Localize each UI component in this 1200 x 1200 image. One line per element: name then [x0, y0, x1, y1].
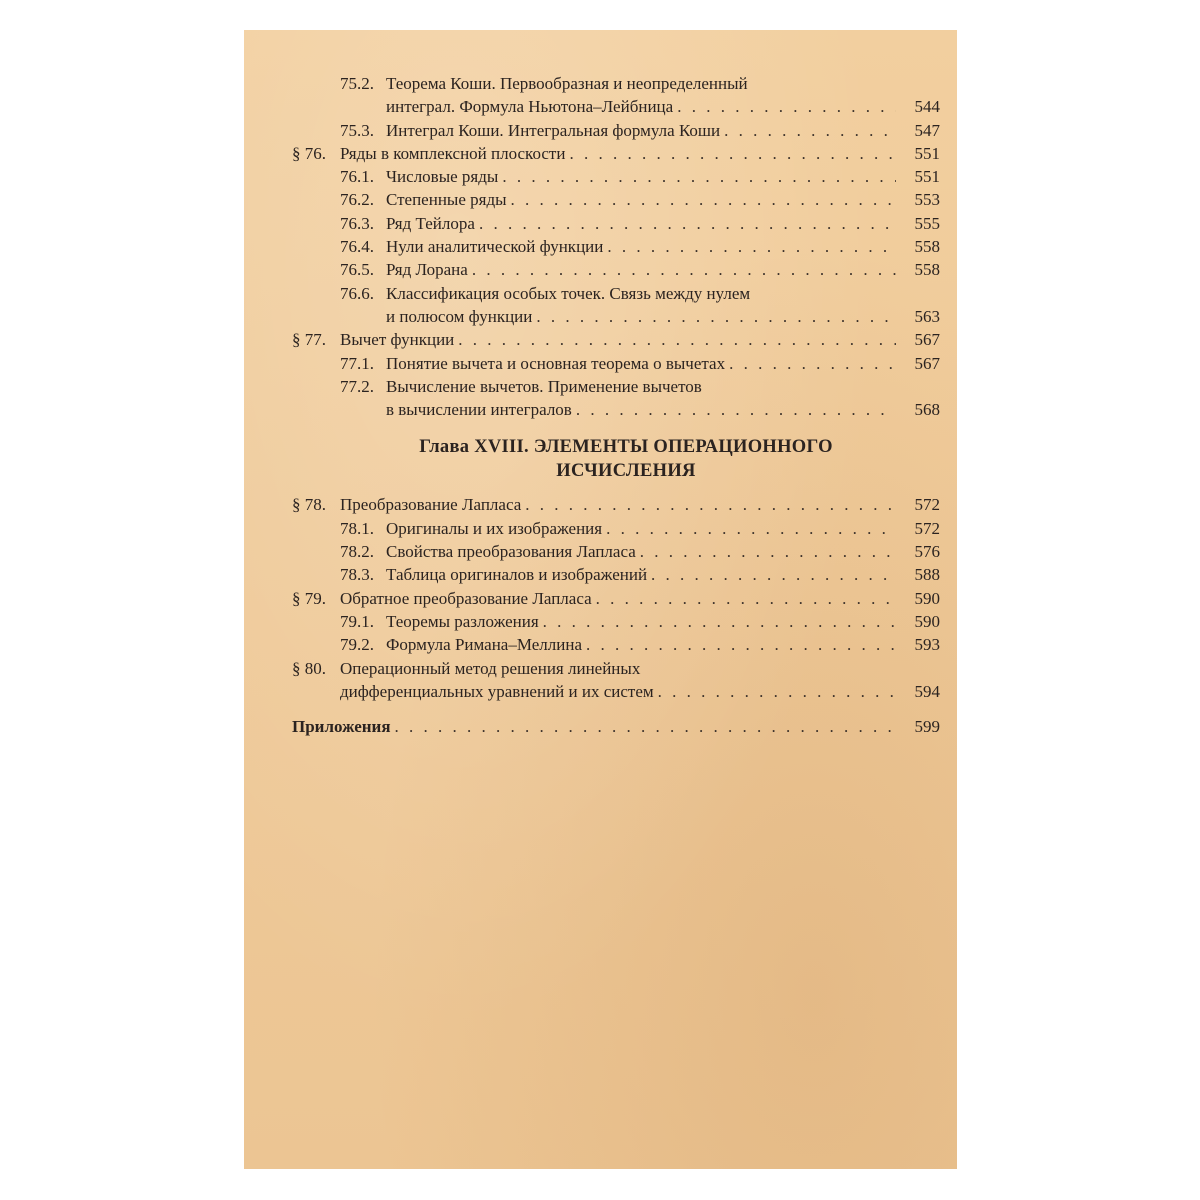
toc-entry-78-2 — [292, 540, 940, 563]
leader-dots — [472, 258, 896, 281]
entry-title: Понятие вычета и основная теорема о вычетах — [386, 353, 726, 373]
toc-entry-76-5 — [292, 258, 940, 281]
leader-dots — [576, 398, 896, 421]
toc-entry-76-2 — [292, 188, 940, 211]
page-number: 544 — [914, 97, 940, 117]
entry-title: Приложения — [292, 717, 391, 737]
leader-dots — [502, 165, 896, 188]
page-number: 568 — [914, 400, 940, 420]
entry-number: 75.2. — [340, 74, 374, 93]
leader-dots — [640, 540, 896, 563]
leader-dots — [607, 235, 896, 258]
toc-entry-79-2 — [292, 633, 940, 656]
entry-number: 76.1. — [340, 167, 374, 187]
toc-entry-77 — [292, 328, 940, 351]
page-number: 590 — [914, 611, 940, 631]
leader-dots — [724, 119, 896, 142]
entry-title: Формула Римана–Меллина — [386, 635, 582, 655]
leader-dots — [536, 305, 896, 328]
entry-number: § 77. — [292, 330, 326, 350]
entry-number: 76.5. — [340, 260, 374, 280]
toc-entry-75-3 — [292, 119, 940, 142]
page-number: 551 — [914, 167, 940, 187]
toc-entry-79-1 — [292, 610, 940, 633]
page-number: 551 — [914, 143, 940, 163]
entry-number: 76.4. — [340, 237, 374, 257]
entry-title: Операционный метод решения линейных — [340, 658, 641, 678]
entry-title: Вычисление вычетов. Применение вычетов — [386, 376, 702, 396]
entry-number: 76.3. — [340, 213, 374, 233]
page-number: 588 — [914, 565, 940, 585]
entry-number: § 78. — [292, 495, 326, 515]
toc-entry-78-3 — [292, 563, 940, 586]
toc-entry-77-2 — [292, 375, 940, 398]
page-number: 563 — [914, 306, 940, 326]
entry-title: Ряд Лорана — [386, 260, 468, 280]
page-number: 567 — [914, 330, 940, 350]
toc-entry-76 — [292, 142, 940, 165]
entry-number: 75.3. — [340, 120, 374, 140]
entry-number: § 79. — [292, 588, 326, 608]
toc-entry-appendix — [292, 715, 940, 738]
entry-number: 79.2. — [340, 635, 374, 655]
entry-title: Свойства преобразования Лапласа — [386, 542, 636, 562]
entry-title: Степенные ряды — [386, 190, 507, 210]
page-number: 572 — [914, 495, 940, 515]
entry-title: Интеграл Коши. Интегральная формула Коши — [386, 120, 721, 140]
entry-title: Оригиналы и их изображения — [386, 518, 603, 538]
toc-entry-80-cont — [292, 680, 940, 703]
entry-number: § 76. — [292, 143, 326, 163]
leader-dots — [606, 517, 896, 540]
page-number: 593 — [914, 635, 940, 655]
leader-dots — [729, 352, 896, 375]
leader-dots — [458, 328, 896, 351]
page-number: 599 — [914, 717, 940, 737]
leader-dots — [511, 188, 896, 211]
toc-entry-75-2 — [292, 72, 940, 95]
page-number: 558 — [914, 260, 940, 280]
entry-title: Ряд Тейлора — [386, 213, 475, 233]
toc-entry-76-6-cont — [292, 305, 940, 328]
chapter-heading-line-1: Глава XVIII. ЭЛЕМЕНТЫ ОПЕРАЦИОННОГО — [419, 437, 833, 458]
entry-title: Вычет функции — [340, 330, 455, 350]
entry-title: Теорема Коши. Первообразная и неопределенный — [386, 74, 748, 93]
leader-dots — [569, 142, 896, 165]
entry-title: Теоремы разложения — [386, 611, 539, 631]
leader-dots — [658, 680, 896, 703]
table-of-contents — [292, 72, 940, 738]
leader-dots — [677, 95, 896, 118]
chapter-heading-line-2: ИСЧИСЛЕНИЯ — [556, 461, 696, 482]
toc-entry-75-2-cont — [292, 95, 940, 118]
leader-dots — [586, 633, 896, 656]
toc-entry-76-4 — [292, 235, 940, 258]
leader-dots — [395, 715, 896, 738]
toc-entry-76-3 — [292, 212, 940, 235]
entry-title: Нули аналитической функции — [386, 237, 604, 257]
toc-entry-76-6 — [292, 282, 940, 305]
page-number: 594 — [914, 681, 940, 701]
entry-number: 79.1. — [340, 611, 374, 631]
page-number: 547 — [914, 120, 940, 140]
entry-number: 76.6. — [340, 283, 374, 303]
entry-number: 77.1. — [340, 353, 374, 373]
toc-entry-77-2-cont — [292, 398, 940, 421]
toc-entry-80 — [292, 657, 940, 680]
toc-entry-79 — [292, 587, 940, 610]
entry-title: Таблица оригиналов и изображений — [386, 565, 648, 585]
entry-title: в вычислении интегралов — [386, 400, 572, 420]
leader-dots — [479, 212, 896, 235]
book-page — [244, 30, 957, 1169]
entry-number: 78.3. — [340, 565, 374, 585]
leader-dots — [651, 563, 896, 586]
entry-number: 77.2. — [340, 376, 374, 396]
page-number: 558 — [914, 237, 940, 257]
entry-title: и полюсом функции — [386, 306, 533, 326]
entry-title: Ряды в комплексной плоскости — [340, 143, 566, 163]
page-number: 572 — [914, 518, 940, 538]
entry-number: 76.2. — [340, 190, 374, 210]
entry-title: интеграл. Формула Ньютона–Лейбница — [386, 97, 674, 117]
spacer — [292, 703, 940, 715]
toc-entry-78-1 — [292, 517, 940, 540]
page-number: 567 — [914, 353, 940, 373]
page-number: 576 — [914, 542, 940, 562]
toc-entry-78 — [292, 493, 940, 516]
toc-entry-76-1 — [292, 165, 940, 188]
entry-title: Преобразование Лапласа — [340, 495, 522, 515]
entry-number: 78.1. — [340, 518, 374, 538]
page-number: 553 — [914, 190, 940, 210]
chapter-heading — [292, 435, 940, 483]
page-number: 555 — [914, 213, 940, 233]
page-number: 590 — [914, 588, 940, 608]
leader-dots — [525, 493, 896, 516]
leader-dots — [543, 610, 896, 633]
entry-number: § 80. — [292, 658, 326, 678]
entry-title: Классификация особых точек. Связь между нулем — [386, 283, 751, 303]
entry-number: 78.2. — [340, 542, 374, 562]
entry-title: Числовые ряды — [386, 167, 499, 187]
entry-title: дифференциальных уравнений и их систем — [340, 681, 654, 701]
toc-entry-77-1 — [292, 352, 940, 375]
entry-title: Обратное преобразование Лапласа — [340, 588, 592, 608]
leader-dots — [596, 587, 896, 610]
